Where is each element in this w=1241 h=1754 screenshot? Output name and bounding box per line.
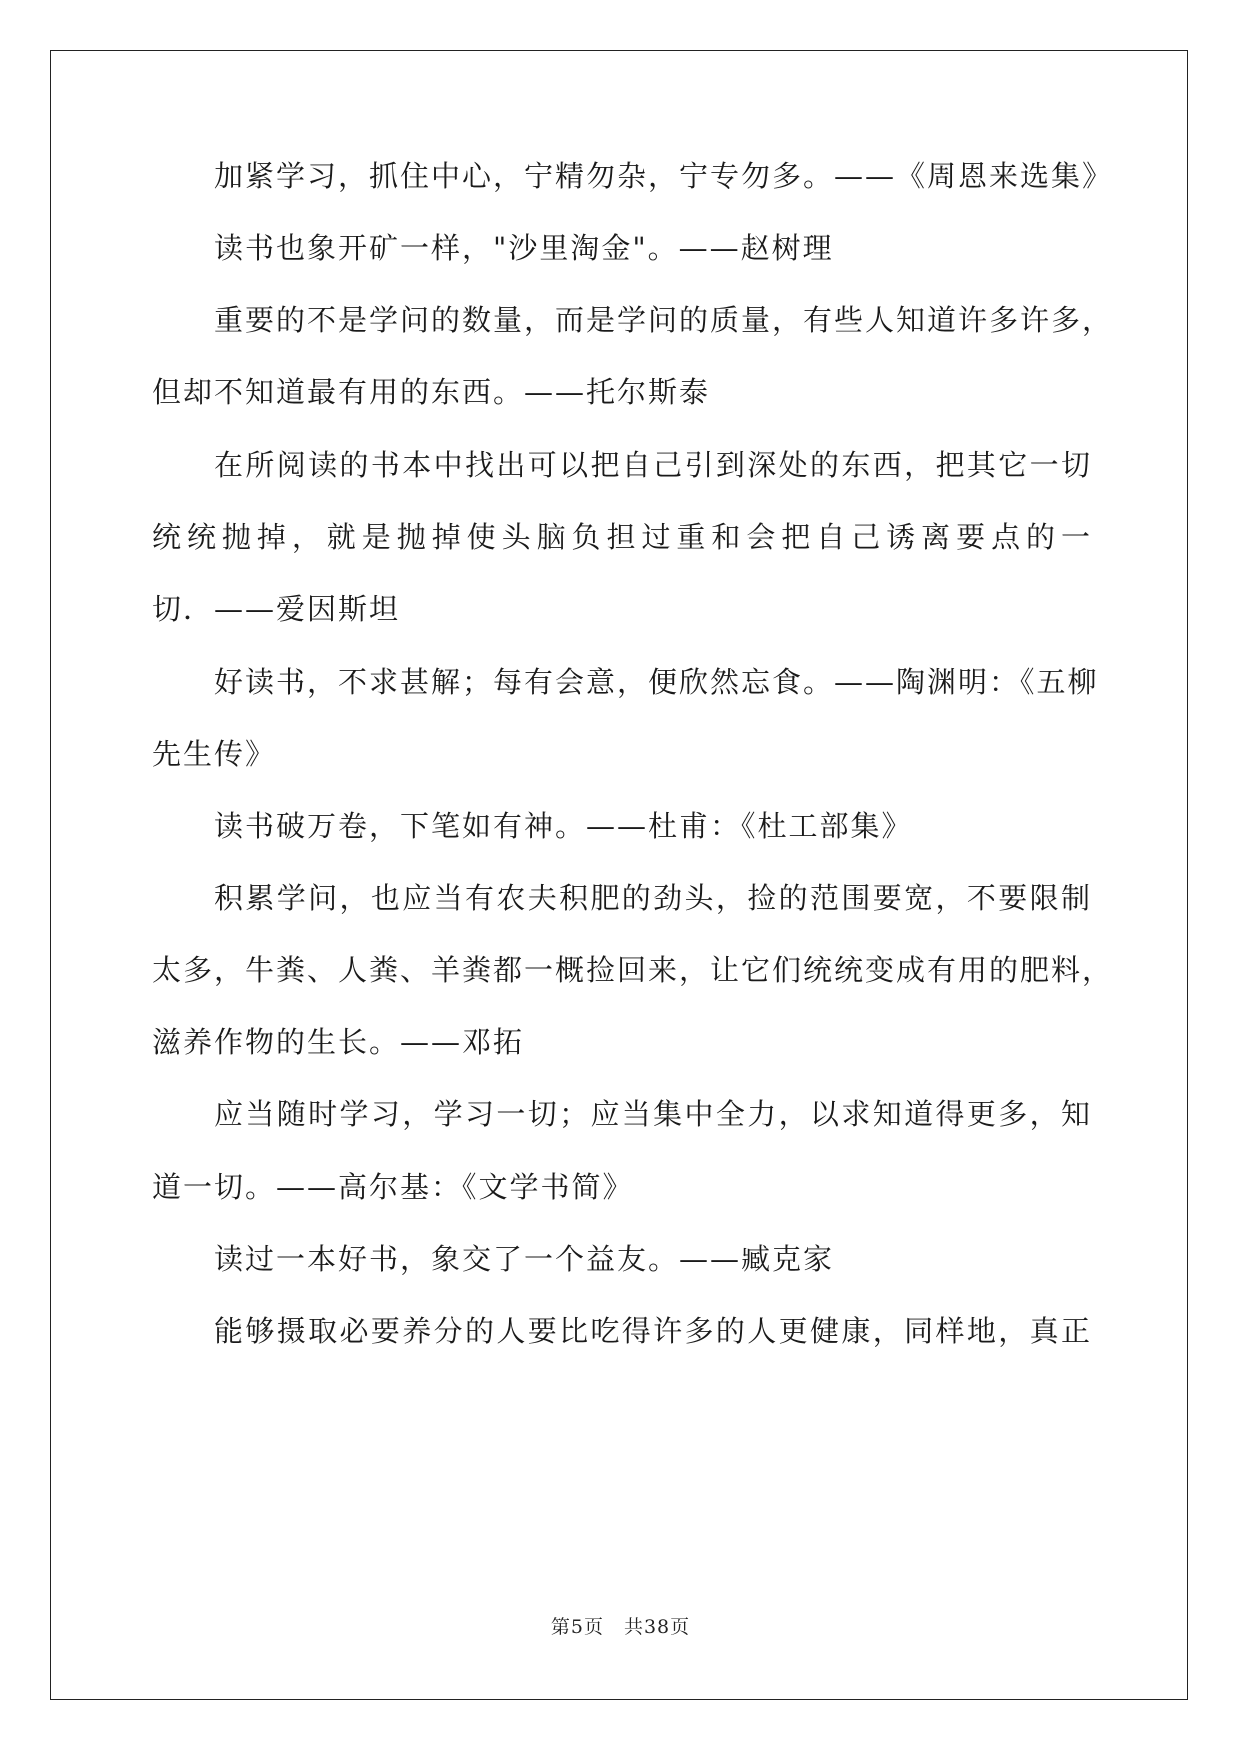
- page-border: [50, 50, 1188, 1700]
- text-line: 太多，牛粪、人粪、羊粪都一概捡回来，让它们统统变成有用的肥料，: [152, 953, 1114, 987]
- text-line: 先生传》: [152, 737, 277, 771]
- text-line: 在所阅读的书本中找出可以把自己引到深处的东西，把其它一切: [214, 448, 1092, 482]
- text-line: 滋养作物的生长。——邓拓: [152, 1025, 525, 1059]
- text-line: 加紧学习，抓住中心，宁精勿杂，宁专勿多。——《周恩来选集》: [214, 159, 1114, 193]
- text-line: 能够摄取必要养分的人要比吃得许多的人更健康，同样地，真正: [214, 1314, 1092, 1348]
- page-footer: 第5页 共38页: [550, 1616, 691, 1638]
- text-line: 读书也象开矿一样，"沙里淘金"。——赵树理: [214, 231, 834, 265]
- text-line: 好读书，不求甚解；每有会意，便欣然忘食。——陶渊明：《五柳: [214, 665, 1099, 699]
- text-line: 但却不知道最有用的东西。——托尔斯泰: [152, 375, 711, 409]
- text-line: 重要的不是学问的数量，而是学问的质量，有些人知道许多许多，: [214, 303, 1114, 337]
- text-line: 应当随时学习，学习一切；应当集中全力，以求知道得更多，知: [214, 1097, 1092, 1131]
- text-line: 读过一本好书，象交了一个益友。——臧克家: [214, 1242, 835, 1276]
- text-line: 切．——爱因斯坦: [152, 592, 401, 626]
- text-line: 道一切。——高尔基：《文学书简》: [152, 1170, 634, 1204]
- text-line: 统统抛掉，就是抛掉使头脑负担过重和会把自己诱离要点的一: [152, 520, 1092, 554]
- text-line: 读书破万卷，下笔如有神。——杜甫：《杜工部集》: [214, 809, 913, 843]
- text-line: 积累学问，也应当有农夫积肥的劲头，捡的范围要宽，不要限制: [214, 881, 1092, 915]
